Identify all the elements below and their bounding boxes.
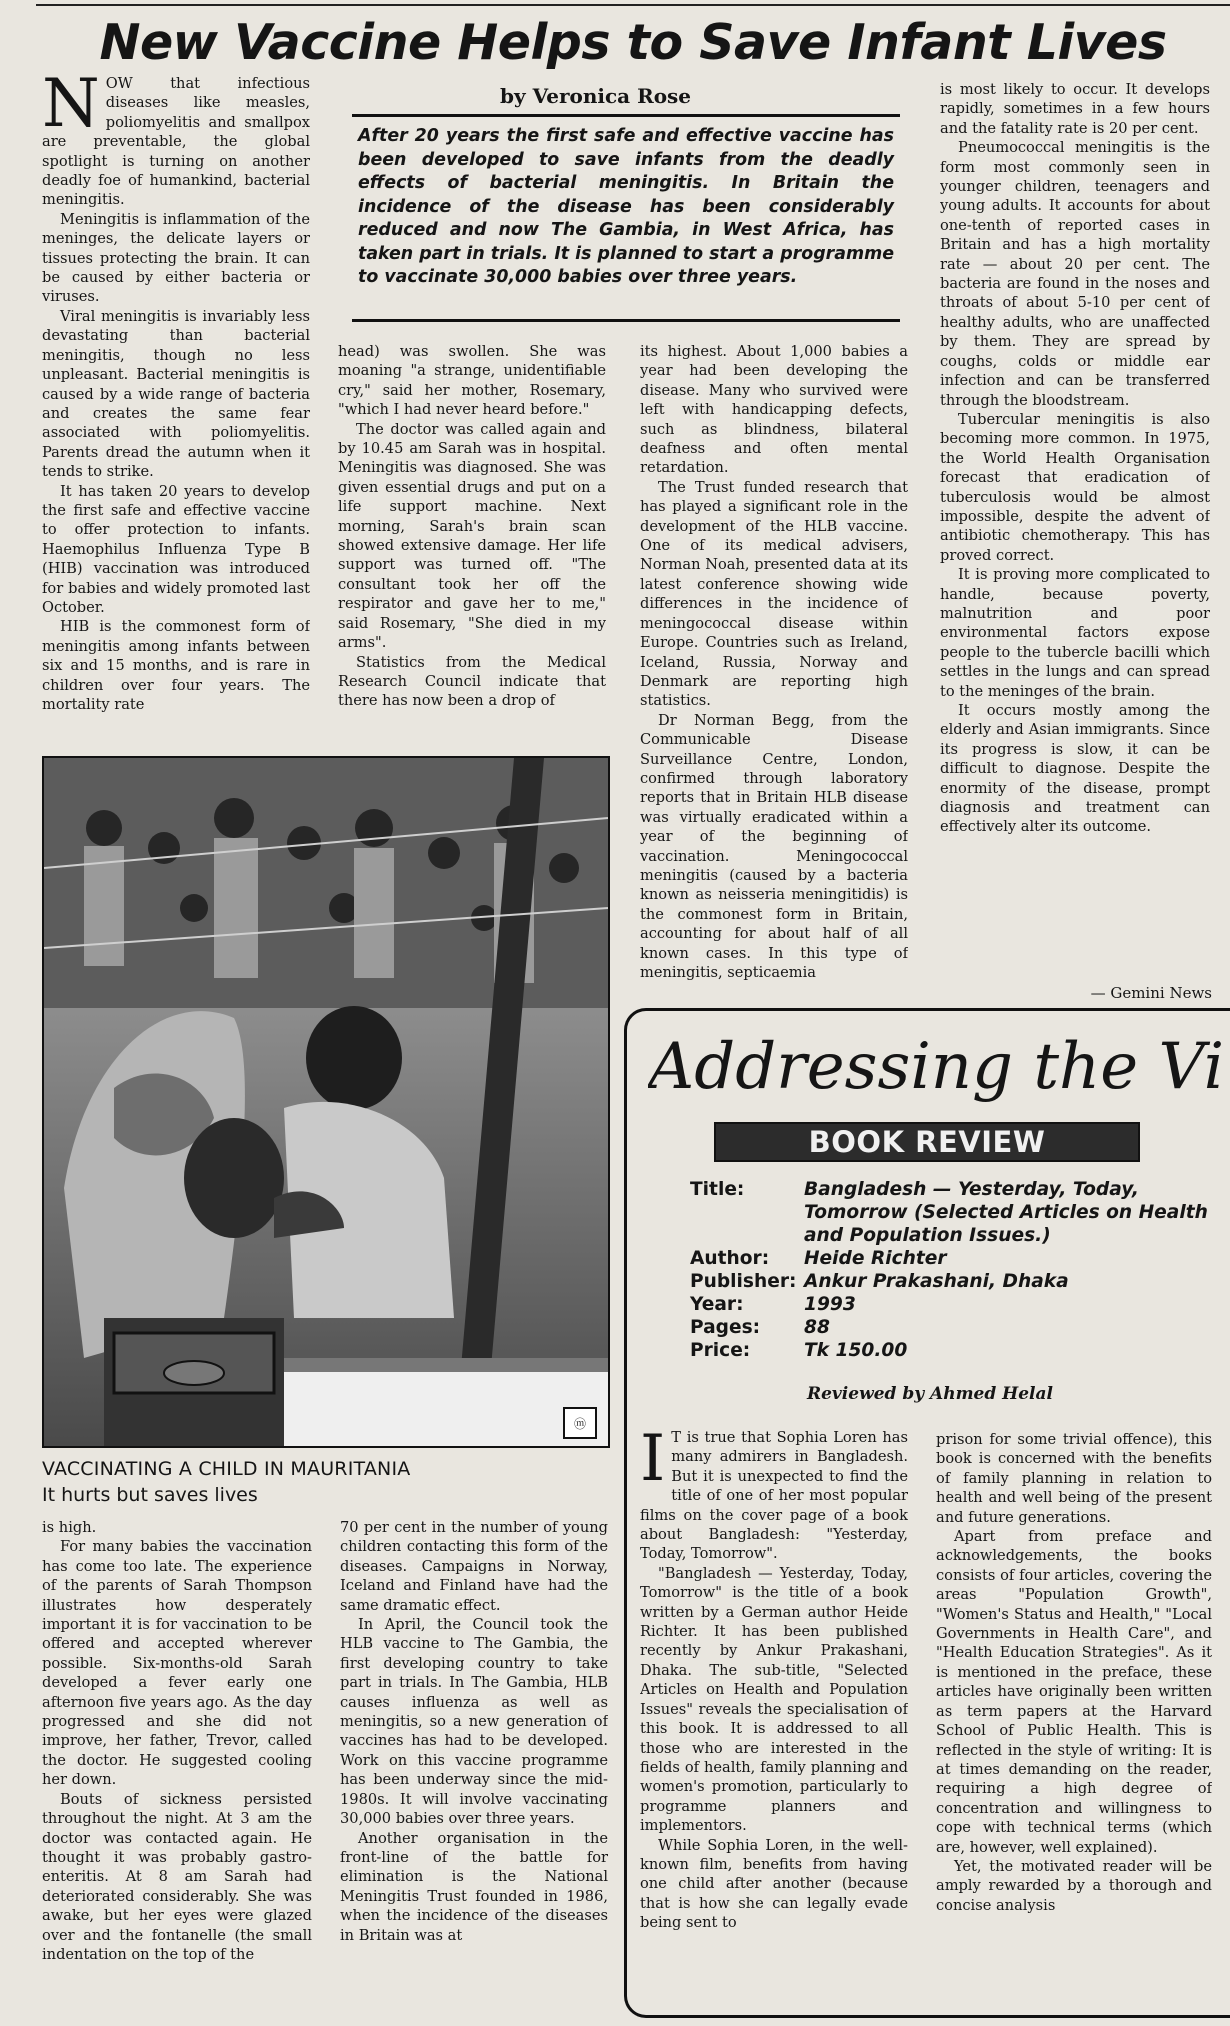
review-column-2 [936, 1430, 1212, 2014]
paragraph: HIB is the commonest form of meningitis among infants between six and 15 months, and is rare in children over four years. The mortality rate [42, 618, 310, 713]
paragraph: head) was swollen. She was moaning "a strange, unidentifiable cry," said her mother, Rosemary, "which I had never heard before." [338, 343, 606, 419]
paragraph: Tubercular meningitis is also becoming more common. In 1975, the World Health Organisation forecast that eradication of tuberculosis would be almost impossible, despite the advent of antibiotic chemotherapy. This has proved correct. [940, 410, 1210, 564]
paragraph: The Trust funded research that has played a significant role in the development of the HLB vaccine. One of its medical advisers, Norman Noah, presented data at its latest conference showing wide differences in the incidence of meningococcal disease within Europe. Countries such as Ireland, Iceland, Russia, Norway and Denmark are reporting high statistics. [640, 478, 908, 710]
dropcap: N [42, 74, 100, 142]
detail-value: 1993 [804, 1294, 856, 1315]
paragraph: OW that infectious diseases like measles, poliomyelitis and smallpox are preventable, the global spotlight is turning on another deadly foe of humankind, bacterial meningitis. [42, 75, 310, 209]
paragraph: Apart from preface and acknowledgements, the books consists of four articles, covering the areas "Population Growth", "Women's Status and Health," "Local Governments in Health Care", and "Health Education Strategies". As it is mentioned in the preface, these articles have originally been written as term papers at the Harvard School of Public Health. This is reflected in the style of writing: It is at times demanding on the reader, requiring a high degree of concentration and willingness to cope with technical terms (which are, however, well explained). [936, 1528, 1212, 1856]
paragraph: For many babies the vaccination has come too late. The experience of the parents of Sarah Thompson illustrates how desperately important it is for vaccination to be offered and accepted wherever possible. Six-months-old Sarah developed a fever early one afternoon five years ago. As the day progressed and she did not improve, her father, Trevor, called the doctor. He suggested cooling her down. [42, 1538, 312, 1789]
detail-value: Heide Richter [804, 1248, 947, 1269]
deck-standfirst: After 20 years the first safe and effective vaccine has been developed to save infants from the deadly effects of bacterial meningitis. In Britain the incidence of the disease has been considerably reduced and now The Gambia, in West Africa, has taken part in trials. It is planned to start a programme to vaccinate 30,000 babies over three years. [352, 114, 900, 322]
photo-caption-subtitle: It hurts but saves lives [42, 1484, 258, 1506]
detail-value: Ankur Prakashani, Dhaka [804, 1271, 1069, 1292]
article-column-2 [338, 342, 606, 750]
detail-year [690, 1293, 1220, 1316]
paragraph: Yet, the motivated reader will be amply rewarded by a thorough and concise analysis [936, 1857, 1212, 1914]
book-review-banner: BOOK REVIEW [714, 1122, 1140, 1162]
detail-value: 88 [804, 1317, 830, 1338]
paragraph: It has taken 20 years to develop the first safe and effective vaccine to offer protection to infants. Haemophilus Influenza Type B (HIB) vaccination was introduced for babies and widely promoted last October. [42, 482, 310, 616]
detail-label: Year: [690, 1294, 744, 1315]
detail-label: Pages: [690, 1317, 761, 1338]
detail-pages [690, 1316, 1220, 1339]
paragraph: its highest. About 1,000 babies a year had been developing the disease. Many who survived were left with handicapping defects, such as blindness, bilateral deafness and often mental retardation. [640, 343, 908, 477]
detail-label: Author: [690, 1248, 770, 1269]
photo-illustration [44, 758, 608, 1446]
paragraph: It occurs mostly among the elderly and Asian immigrants. Since its progress is slow, it can be difficult to diagnose. Despite the enormity of the disease, prompt diagnosis and treatment can effectively alter its outcome. [940, 702, 1210, 836]
paragraph: Bouts of sickness persisted throughout the night. At 3 am the doctor was contacted again. He thought it was probably gastro-enteritis. At 8 am Sarah had deteriorated considerably. She was awake, but her eyes were glazed over and the fontanelle (the small indentation on the top of the [42, 1790, 312, 1963]
paragraph: T is true that Sophia Loren has many admirers in Bangladesh. But it is unexpected to find the title of one of her most popular films on the cover page of a book about Bangladesh: "Yesterday, Today, Tomorrow". [640, 1429, 908, 1563]
article-column-1b [42, 1518, 312, 2016]
article-column-4 [940, 80, 1210, 978]
paragraph: Statistics from the Medical Research Council indicate that there has now been a drop of [338, 653, 606, 710]
paragraph: prison for some trivial offence), this book is concerned with the benefits of family planning in relation to health and well being of the present and future generations. [936, 1431, 1212, 1526]
paragraph: "Bangladesh — Yesterday, Today, Tomorrow" is the title of a book written by a German author Heide Richter. It has been published recently by Ankur Prakashani, Dhaka. The sub-title, "Selected Articles on Health and Population Issues" reveals the specialisation of this book. It is addressed to all those who are interested in the fields of health, family planning and women's promotion, particularly to programme planners and implementors. [640, 1564, 908, 1835]
gemini-news-signoff: — Gemini News [1090, 984, 1212, 1002]
review-headline: Addressing the Vi [648, 1030, 1225, 1104]
detail-label: Title: [690, 1179, 745, 1200]
review-column-1 [640, 1428, 908, 2014]
detail-price [690, 1339, 1220, 1362]
detail-title [690, 1178, 1220, 1247]
svg-text:ⓜ: ⓜ [573, 1417, 587, 1431]
book-details [690, 1178, 1220, 1378]
reviewer-byline: Reviewed by Ahmed Helal [806, 1384, 1053, 1404]
detail-label: Price: [690, 1340, 751, 1361]
photo-vaccinating-child [42, 756, 610, 1448]
article-column-2b [340, 1518, 608, 2016]
paragraph: is most likely to occur. It develops rapidly, sometimes in a few hours and the fatality rate is 20 per cent. [940, 81, 1210, 137]
paragraph: is high. [42, 1519, 97, 1536]
detail-label: Publisher: [690, 1271, 797, 1292]
detail-author [690, 1247, 1220, 1270]
paragraph: In April, the Council took the HLB vaccine to The Gambia, the first developing country to take part in trials. In The Gambia, HLB causes influenza as well as meningitis, so a new generation of vaccines has had to be developed. Work on this vaccine programme has been underway since the mid-1980s. It will involve vaccinating 30,000 babies over three years. [340, 1616, 608, 1828]
paragraph: Dr Norman Begg, from the Communicable Disease Surveillance Centre, London, confirmed through laboratory reports that in Britain HLB disease was virtually eradicated within a year of the beginning of vaccination. Meningococcal meningitis (caused by a bacteria known as neisseria meningitidis) is the commonest form in Britain, accounting for about half of all known cases. In this type of meningitis, septicaemia [640, 711, 908, 981]
paragraph: Meningitis is inflammation of the meninges, the delicate layers or tissues protecting the brain. It can be caused by either bacteria or viruses. [42, 210, 310, 306]
top-rule [36, 0, 1230, 6]
paragraph: While Sophia Loren, in the well-known film, benefits from having one child after another (because that is how she can legally evade being sent to [640, 1836, 908, 1932]
paragraph: Pneumococcal meningitis is the form most commonly seen in younger children, teenagers and young adults. It accounts for about one-tenth of reported cases in Britain and has a high mortality rate — about 20 per cent. The bacteria are found in the noses and throats of about 5-10 per cent of healthy adults, who are unaffected by them. They are spread by coughs, colds or middle ear infection and can be transferred through the bloodstream. [940, 139, 1210, 409]
headline: New Vaccine Helps to Save Infant Lives [99, 14, 1167, 71]
paragraph: It is proving more complicated to handle, because poverty, malnutrition and poor environmental factors expose people to the tubercle bacilli which settles in the lungs and can spread to the meninges of the brain. [940, 566, 1210, 700]
paragraph: 70 per cent in the number of young children contacting this form of the diseases. Campaigns in Norway, Iceland and Finland have had the same dramatic effect. [340, 1519, 608, 1614]
paragraph: The doctor was called again and by 10.45 am Sarah was in hospital. Meningitis was diagnosed. She was given essential drugs and put on a life support machine. Next morning, Sarah's brain scan showed extensive damage. Her life support was turned off. "The consultant took her off the respirator and gave her to me," said Rosemary, "She died in my arms". [338, 420, 606, 652]
article-column-3 [640, 342, 908, 1002]
detail-value: Bangladesh — Yesterday, Today, Tomorrow (Selected Articles on Health and Population Issues.) [804, 1179, 1208, 1246]
detail-value: Tk 150.00 [804, 1340, 908, 1361]
review-dropcap: I [640, 1428, 666, 1496]
paragraph: Another organisation in the front-line of the battle for elimination is the National Meningitis Trust founded in 1986, when the incidence of the diseases in Britain was at [340, 1829, 608, 1944]
detail-publisher [690, 1270, 1220, 1293]
article-column-1 [42, 74, 310, 750]
byline: by Veronica Rose [500, 84, 692, 108]
photo-caption-title: VACCINATING A CHILD IN MAURITANIA [42, 1458, 411, 1480]
paragraph: Viral meningitis is invariably less devastating than bacterial meningitis, though no less unpleasant. Bacterial meningitis is caused by a wide range of bacteria and creates the same fear associated with poliomyelitis. Parents dread the autumn when it tends to strike. [42, 307, 310, 481]
